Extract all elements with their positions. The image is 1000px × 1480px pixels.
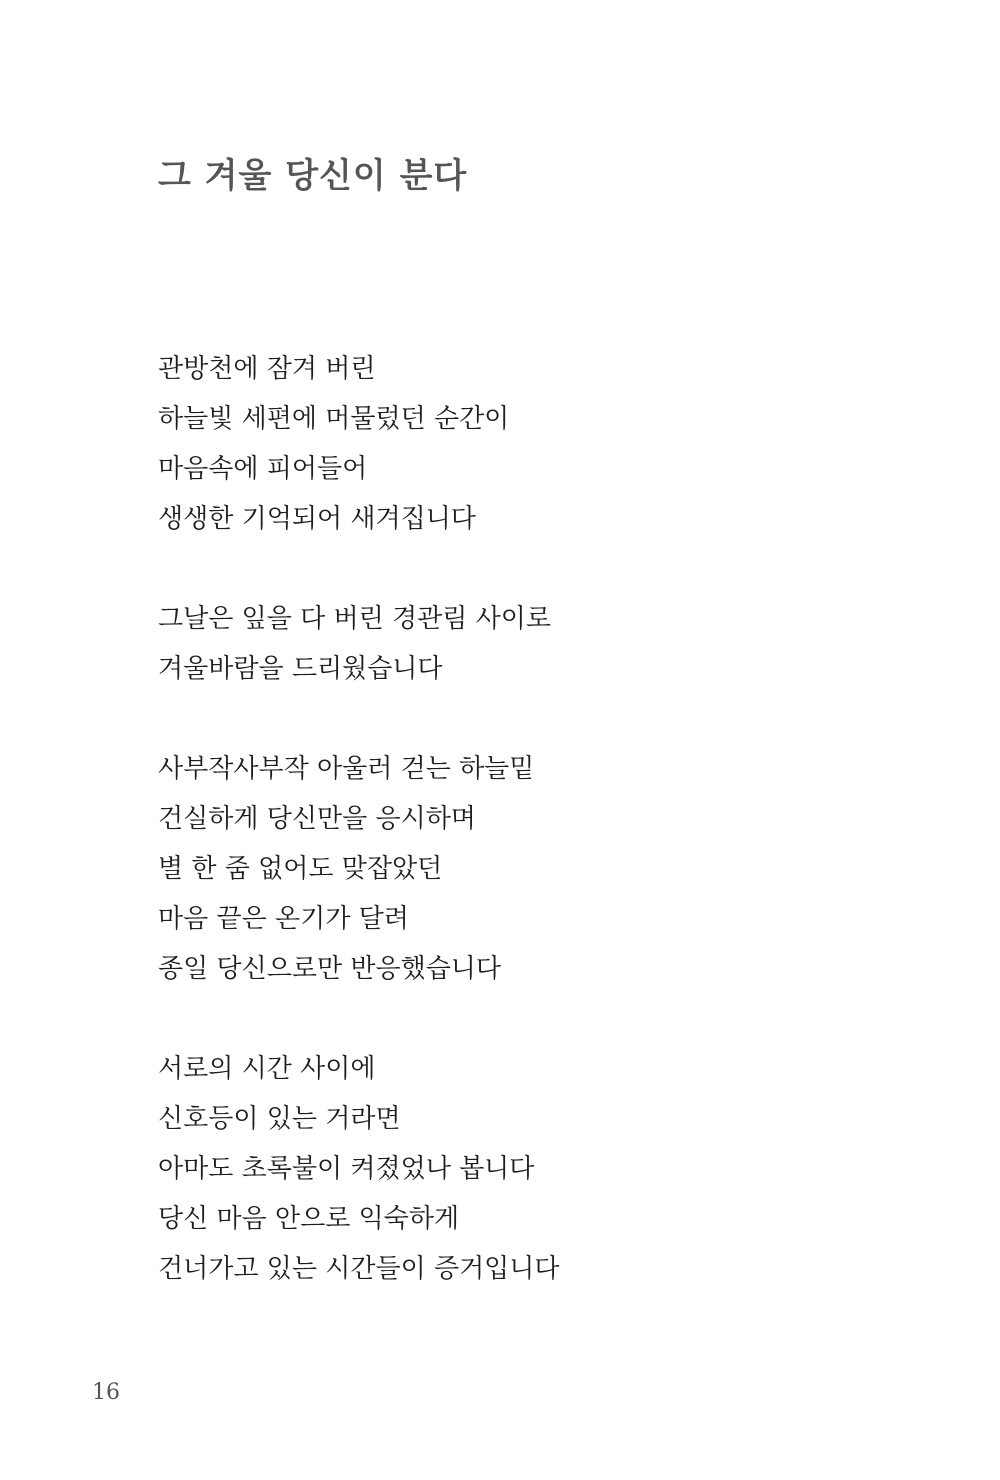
poem-line: 아마도 초록불이 켜졌었나 봅니다 xyxy=(158,1154,535,1184)
poem-line: 신호등이 있는 거라면 xyxy=(158,1104,401,1134)
poem-line: 건너가고 있는 시간들이 증거입니다 xyxy=(158,1254,560,1284)
stanza-3 xyxy=(158,744,534,994)
stanza-1 xyxy=(158,344,509,544)
poem-line: 건실하게 당신만을 응시하며 xyxy=(158,804,476,834)
poem-line: 별 한 줌 없어도 맞잡았던 xyxy=(158,854,443,884)
poem-line: 겨울바람을 드리웠습니다 xyxy=(158,654,443,684)
poem-title: 그 겨울 당신이 분다 xyxy=(158,156,468,196)
poem-line: 마음속에 피어들어 xyxy=(158,454,368,484)
poem-line: 종일 당신으로만 반응했습니다 xyxy=(158,954,502,984)
poem-line: 생생한 기억되어 새겨집니다 xyxy=(158,504,476,534)
poem-line: 사부작사부작 아울러 걷는 하늘밑 xyxy=(158,754,535,784)
page-number: 16 xyxy=(92,1380,120,1405)
poem-line: 하늘빛 세편에 머물렀던 순간이 xyxy=(158,404,510,434)
poem-line: 서로의 시간 사이에 xyxy=(158,1054,376,1084)
poem-line: 마음 끝은 온기가 달려 xyxy=(158,904,409,934)
poem-line: 당신 마음 안으로 익숙하게 xyxy=(158,1204,460,1234)
stanza-2 xyxy=(158,594,551,694)
poem-line: 그날은 잎을 다 버린 경관림 사이로 xyxy=(158,604,551,634)
poem-line: 관방천에 잠겨 버린 xyxy=(158,354,376,384)
stanza-4 xyxy=(158,1044,560,1294)
